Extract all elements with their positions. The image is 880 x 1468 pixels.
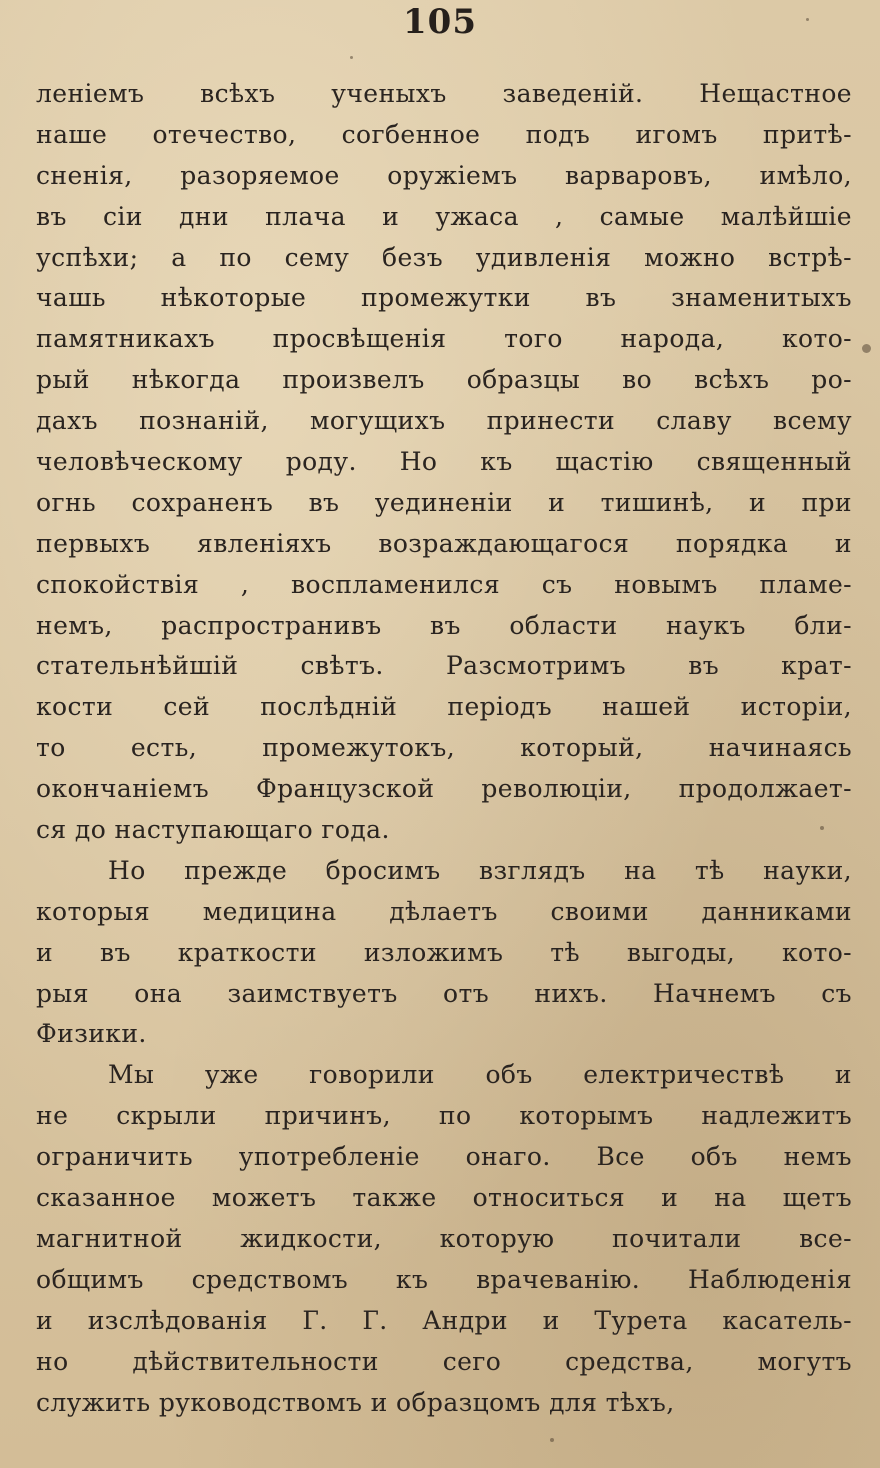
paper-speck <box>820 826 824 830</box>
text-line: окончаніемъ Французской революціи, продолжает- <box>36 774 852 804</box>
text-line: сказанное можетъ также относиться и на щетъ <box>36 1183 852 1213</box>
text-line: ограничить употребленіе онаго. Все объ немъ <box>36 1142 852 1172</box>
text-line: магнитной жидкости, которую почитали все- <box>36 1223 852 1253</box>
page-number: 105 <box>403 2 477 42</box>
text-line: кости сей послѣдній періодъ нашей исторіи, <box>36 692 852 722</box>
text-line: успѣхи; а по сему безъ удивленія можно встрѣ- <box>36 242 852 272</box>
paper-speck <box>806 18 809 21</box>
text-line: стательнѣйшій свѣтъ. Разсмотримъ въ крат- <box>36 651 852 681</box>
text-line: человѣческому роду. Но къ щастію священный <box>36 447 852 477</box>
text-line: Мы уже говорили объ електричествѣ и <box>108 1060 852 1090</box>
text-line: дахъ познаній, могущихъ принести славу всему <box>36 406 852 436</box>
text-line: рыя она заимствуетъ отъ нихъ. Начнемъ съ <box>36 978 852 1008</box>
text-line: но дѣйствительности сего средства, могутъ <box>36 1346 852 1376</box>
text-line: Но прежде бросимъ взглядъ на тѣ науки, <box>108 855 852 885</box>
text-line: общимъ средствомъ къ врачеванію. Наблюденія <box>36 1264 852 1294</box>
paper-speck <box>550 1438 554 1442</box>
text-line: сненія, разоряемое оружіемъ варваровъ, имѣло, <box>36 160 852 190</box>
text-line: леніемъ всѣхъ ученыхъ заведеній. Нещастное <box>36 79 852 108</box>
paper-speck <box>350 56 353 59</box>
text-line: въ сіи дни плача и ужаса , самые малѣйшіе <box>36 201 852 231</box>
text-line: служить руководствомъ и образцомъ для тѣхъ, <box>36 1387 675 1417</box>
text-line: Физики. <box>36 1019 147 1049</box>
text-line: не скрыли причинъ, по которымъ надлежитъ <box>36 1101 852 1131</box>
text-line: которыя медицина дѣлаетъ своими данниками <box>36 896 852 926</box>
text-line: ся до наступающаго года. <box>36 815 390 845</box>
text-line: первыхъ явленіяхъ возраждающагося порядка и <box>36 528 852 558</box>
text-line: огнь сохраненъ въ уединеніи и тишинѣ, и при <box>36 487 852 517</box>
text-line: и изслѣдованія Г. Г. Андри и Турета касатель- <box>36 1305 852 1335</box>
text-line: и въ краткости изложимъ тѣ выгоды, кото- <box>36 937 852 967</box>
text-line: наше отечество, согбенное подъ игомъ притѣ- <box>36 119 852 149</box>
text-line: памятникахъ просвѣщенія того народа, кото- <box>36 324 852 354</box>
text-line: спокойствія , воспламенился съ новымъ пламе- <box>36 569 852 599</box>
text-line: чашь нѣкоторые промежутки въ знаменитыхъ <box>36 283 852 313</box>
paper-speck <box>862 344 871 353</box>
text-line: рый нѣкогда произвелъ образцы во всѣхъ ро- <box>36 365 852 395</box>
body-text <box>36 74 852 1423</box>
text-line: немъ, распространивъ въ области наукъ бли- <box>36 610 852 640</box>
text-line: то есть, промежутокъ, который, начинаясь <box>36 733 852 763</box>
